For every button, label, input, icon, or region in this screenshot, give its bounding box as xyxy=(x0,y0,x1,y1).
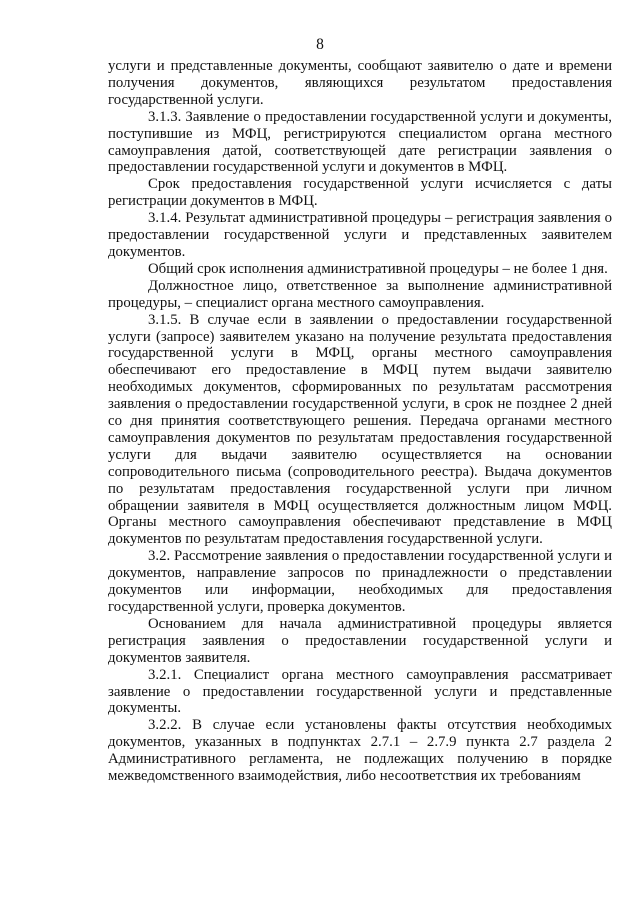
paragraph-term-start: Срок предоставления государственной услуги исчисляется с даты регистрации документов в МФЦ. xyxy=(108,176,612,210)
paragraph-total-term: Общий срок исполнения административной процедуры – не более 1 дня. xyxy=(148,260,608,277)
paragraph-continuation: услуги и представленные документы, сообщают заявителю о дате и времени получения документов, являющихся результатом предоставления государственной услуги. xyxy=(108,58,612,108)
paragraph-3-1-5: 3.1.5. В случае если в заявлении о предоставлении государственной услуги (запросе) заявителем указано на получение результата предоставления государственной услуги в МФЦ, органы местного самоуправления обеспечивают его предоставление в МФЦ путем выдачи заявителю необходимых документов, сформированных по результатам рассмотрения заявления о предоставлении государственной услуги, в срок не позднее 2 дней со дня принятия соответствующего решения. Передача органами местного самоуправления документов по результатам предоставления государственной услуги для выдачи заявителю осуществляется на основании сопроводительного письма (сопроводительного реестра). Выдача документов по результатам предоставления государственной услуги при личном обращении заявителя в МФЦ осуществляется должностным лицом МФЦ. Органы местного самоуправления обеспечивают представление в МФЦ документов по результатам предоставления государственной услуги. xyxy=(108,311,612,548)
paragraph-3-1-4: 3.1.4. Результат административной процедуры – регистрация заявления о предоставлении государственной услуги и представленных заявителем документов. xyxy=(108,210,612,260)
paragraph-procedure-basis: Основанием для начала административной процедуры является регистрация заявления о предоставлении государственной услуги и документов заявителя. xyxy=(108,615,612,666)
paragraph-3-2: 3.2. Рассмотрение заявления о предоставлении государственной услуги и документов, направление запросов по принадлежности о представлении документов или информации, необходимых для предоставления государственной услуги, проверка документов. xyxy=(108,548,612,615)
document-body xyxy=(108,58,612,785)
page-number: 8 xyxy=(316,36,324,53)
paragraph-3-1-3: 3.1.3. Заявление о предоставлении государственной услуги и документы, поступившие из МФЦ, регистрируются специалистом органа местного самоуправления датой, соответствующей дате регистрации заявления о предоставлении государственной услуги и документов в МФЦ. xyxy=(108,108,612,176)
paragraph-responsible-official: Должностное лицо, ответственное за выполнение административной процедуры, – специалист органа местного самоуправления. xyxy=(108,277,612,311)
paragraph-3-2-2: 3.2.2. В случае если установлены факты отсутствия необходимых документов, указанных в подпунктах 2.7.1 – 2.7.9 пункта 2.7 раздела 2 Административного регламента, не подлежащих получению в порядке межведомственного взаимодействия, либо несоответствия их требованиям xyxy=(108,717,612,785)
paragraph-3-2-1: 3.2.1. Специалист органа местного самоуправления рассматривает заявление о предоставлении государственной услуги и представленные документы. xyxy=(108,666,612,717)
